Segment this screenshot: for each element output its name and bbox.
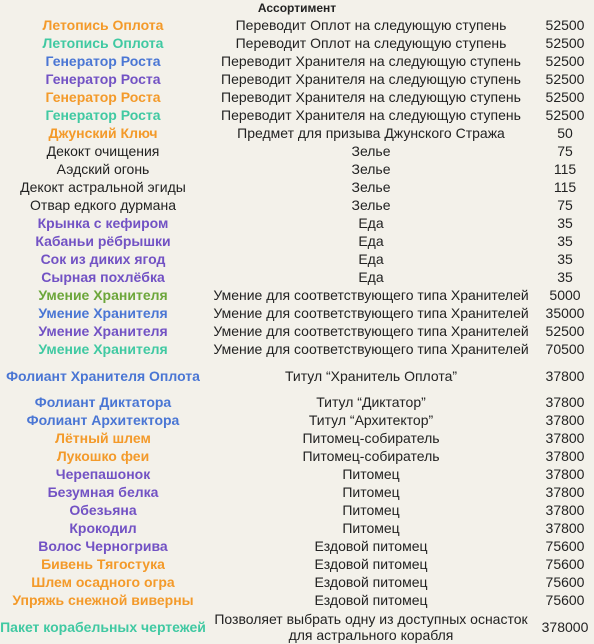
- item-row: [0, 286, 594, 304]
- item-row: [0, 411, 594, 429]
- item-name: Генератор Роста: [45, 106, 161, 123]
- item-row: [0, 555, 594, 573]
- item-name: Шлем осадного огра: [31, 573, 175, 590]
- item-description: Предмет для призыва Джунского Стража: [237, 124, 505, 141]
- item-description: Питомец: [342, 465, 400, 482]
- item-row: [0, 52, 594, 70]
- item-row: [0, 196, 594, 214]
- item-description: Переводит Хранителя на следующую ступень: [221, 106, 521, 123]
- item-row: [0, 322, 594, 340]
- item-description: Умение для соответствующего типа Хранителей: [213, 304, 529, 321]
- item-description: Еда: [358, 268, 384, 285]
- item-name: Крынка с кефиром: [37, 214, 169, 231]
- item-row: [0, 178, 594, 196]
- item-price: 52500: [545, 52, 585, 69]
- item-price: 75: [557, 196, 573, 213]
- item-price: 52500: [545, 16, 585, 33]
- item-row: [0, 268, 594, 286]
- item-name: Декокт очищения: [46, 142, 160, 159]
- item-name: Джунский Ключ: [48, 124, 158, 141]
- item-row: [0, 142, 594, 160]
- item-description: Переводит Хранителя на следующую ступень: [221, 52, 521, 69]
- item-price: 378000: [541, 618, 589, 635]
- item-price: 35: [557, 268, 573, 285]
- item-price: 35: [557, 214, 573, 231]
- item-price: 35000: [545, 304, 585, 321]
- item-row: [0, 573, 594, 591]
- item-row: [0, 232, 594, 250]
- item-price: 52500: [545, 88, 585, 105]
- item-name: Крокодил: [69, 519, 137, 536]
- item-description: Переводит Оплот на следующую ступень: [235, 34, 507, 51]
- item-description: Ездовой питомец: [314, 573, 428, 590]
- item-price: 37800: [545, 519, 585, 536]
- item-name: Сок из диких ягод: [40, 250, 166, 267]
- item-row: [0, 393, 594, 411]
- item-row: [0, 70, 594, 88]
- item-price: 37800: [545, 447, 585, 464]
- item-price: 115: [553, 160, 577, 177]
- assortment-table: [0, 16, 594, 644]
- item-name: Фолиант Диктатора: [34, 393, 172, 410]
- item-row: [0, 537, 594, 555]
- item-name: Аэдский огонь: [56, 160, 150, 177]
- item-price: 70500: [545, 340, 585, 357]
- item-description: Питомец: [342, 501, 400, 518]
- item-description: Переводит Хранителя на следующую ступень: [221, 88, 521, 105]
- item-row: [0, 429, 594, 447]
- item-row: [0, 214, 594, 232]
- item-name: Генератор Роста: [45, 70, 161, 87]
- item-name: Умение Хранителя: [38, 304, 168, 321]
- item-price: 52500: [545, 106, 585, 123]
- item-description: Еда: [358, 250, 384, 267]
- item-name: Фолиант Архитектора: [26, 411, 180, 428]
- item-name: Умение Хранителя: [38, 286, 168, 303]
- item-name: Бивень Тягостука: [41, 555, 165, 572]
- item-row: [0, 358, 594, 393]
- item-description: Питомец: [342, 519, 400, 536]
- item-price: 37800: [545, 411, 585, 428]
- item-name: Безумная белка: [47, 483, 159, 500]
- item-description: Умение для соответствующего типа Хранителей: [213, 286, 529, 303]
- item-description: Зелье: [351, 178, 391, 195]
- item-row: [0, 483, 594, 501]
- item-row: [0, 304, 594, 322]
- item-price: 37800: [545, 429, 585, 446]
- item-description: Титул “Хранитель Оплота”: [284, 367, 458, 384]
- item-description: Титул “Диктатор”: [316, 393, 426, 410]
- item-description: Переводит Оплот на следующую ступень: [235, 16, 507, 33]
- item-description: Ездовой питомец: [314, 591, 428, 608]
- item-description: Титул “Архитектор”: [308, 411, 434, 428]
- item-row: [0, 160, 594, 178]
- item-description: Питомец: [342, 483, 400, 500]
- item-name: Лукошко феи: [56, 447, 150, 464]
- item-description: Переводит Хранителя на следующую ступень: [221, 70, 521, 87]
- item-row: [0, 106, 594, 124]
- item-price: 37800: [545, 367, 585, 384]
- item-price: 75600: [545, 537, 585, 554]
- item-description: Ездовой питомец: [314, 537, 428, 554]
- item-name: Сырная похлёбка: [41, 268, 165, 285]
- item-name: Обезьяна: [69, 501, 137, 518]
- item-price: 75600: [545, 591, 585, 608]
- item-price: 35: [557, 232, 573, 249]
- assortment-header: Ассортимент: [257, 1, 337, 15]
- item-row: [0, 124, 594, 142]
- item-name: Генератор Роста: [45, 88, 161, 105]
- item-row: [0, 591, 594, 609]
- item-name: Отвар едкого дурмана: [30, 196, 176, 213]
- item-price: 50: [557, 124, 573, 141]
- item-name: Кабаньи рёбрышки: [35, 232, 171, 249]
- item-description: Еда: [358, 232, 384, 249]
- item-description: Умение для соответствующего типа Хранителей: [213, 340, 529, 357]
- item-price: 37800: [545, 501, 585, 518]
- item-row: [0, 34, 594, 52]
- item-name: Летопись Оплота: [42, 16, 164, 33]
- item-row: [0, 501, 594, 519]
- item-price: 115: [553, 178, 577, 195]
- item-description: Умение для соответствующего типа Хранителей: [213, 322, 529, 339]
- item-name: Фолиант Хранителя Оплота: [6, 367, 200, 384]
- item-description: Позволяет выбрать одну из доступных оснасток для астрального корабля: [214, 610, 528, 643]
- item-row: [0, 16, 594, 34]
- item-price: 75600: [545, 573, 585, 590]
- item-price: 37800: [545, 483, 585, 500]
- item-description: Еда: [358, 214, 384, 231]
- item-name: Летопись Оплота: [42, 34, 164, 51]
- item-row: [0, 609, 594, 644]
- item-name: Умение Хранителя: [38, 322, 168, 339]
- item-price: 75: [557, 142, 573, 159]
- item-description: Зелье: [351, 142, 391, 159]
- item-name: Декокт астральной эгиды: [20, 178, 186, 195]
- item-row: [0, 465, 594, 483]
- item-name: Волос Черногрива: [38, 537, 168, 554]
- item-name: Лётный шлем: [55, 429, 151, 446]
- item-price: 35: [557, 250, 573, 267]
- item-price: 37800: [545, 465, 585, 482]
- item-description: Зелье: [351, 196, 391, 213]
- item-description: Питомец-собиратель: [302, 447, 440, 464]
- item-description: Питомец-собиратель: [302, 429, 440, 446]
- item-row: [0, 519, 594, 537]
- item-price: 37800: [545, 393, 585, 410]
- item-price: 52500: [545, 322, 585, 339]
- item-name: Умение Хранителя: [38, 340, 168, 357]
- item-description: Зелье: [351, 160, 391, 177]
- item-description: Ездовой питомец: [314, 555, 428, 572]
- item-name: Генератор Роста: [45, 52, 161, 69]
- item-price: 52500: [545, 70, 585, 87]
- item-price: 75600: [545, 555, 585, 572]
- item-row: [0, 250, 594, 268]
- item-row: [0, 88, 594, 106]
- item-name: Черепашонок: [55, 465, 151, 482]
- item-price: 52500: [545, 34, 585, 51]
- item-name: Упряжь снежной виверны: [12, 591, 194, 608]
- item-row: [0, 447, 594, 465]
- item-price: 5000: [549, 286, 581, 303]
- item-row: [0, 340, 594, 358]
- item-name: Пакет корабельных чертежей: [0, 618, 206, 635]
